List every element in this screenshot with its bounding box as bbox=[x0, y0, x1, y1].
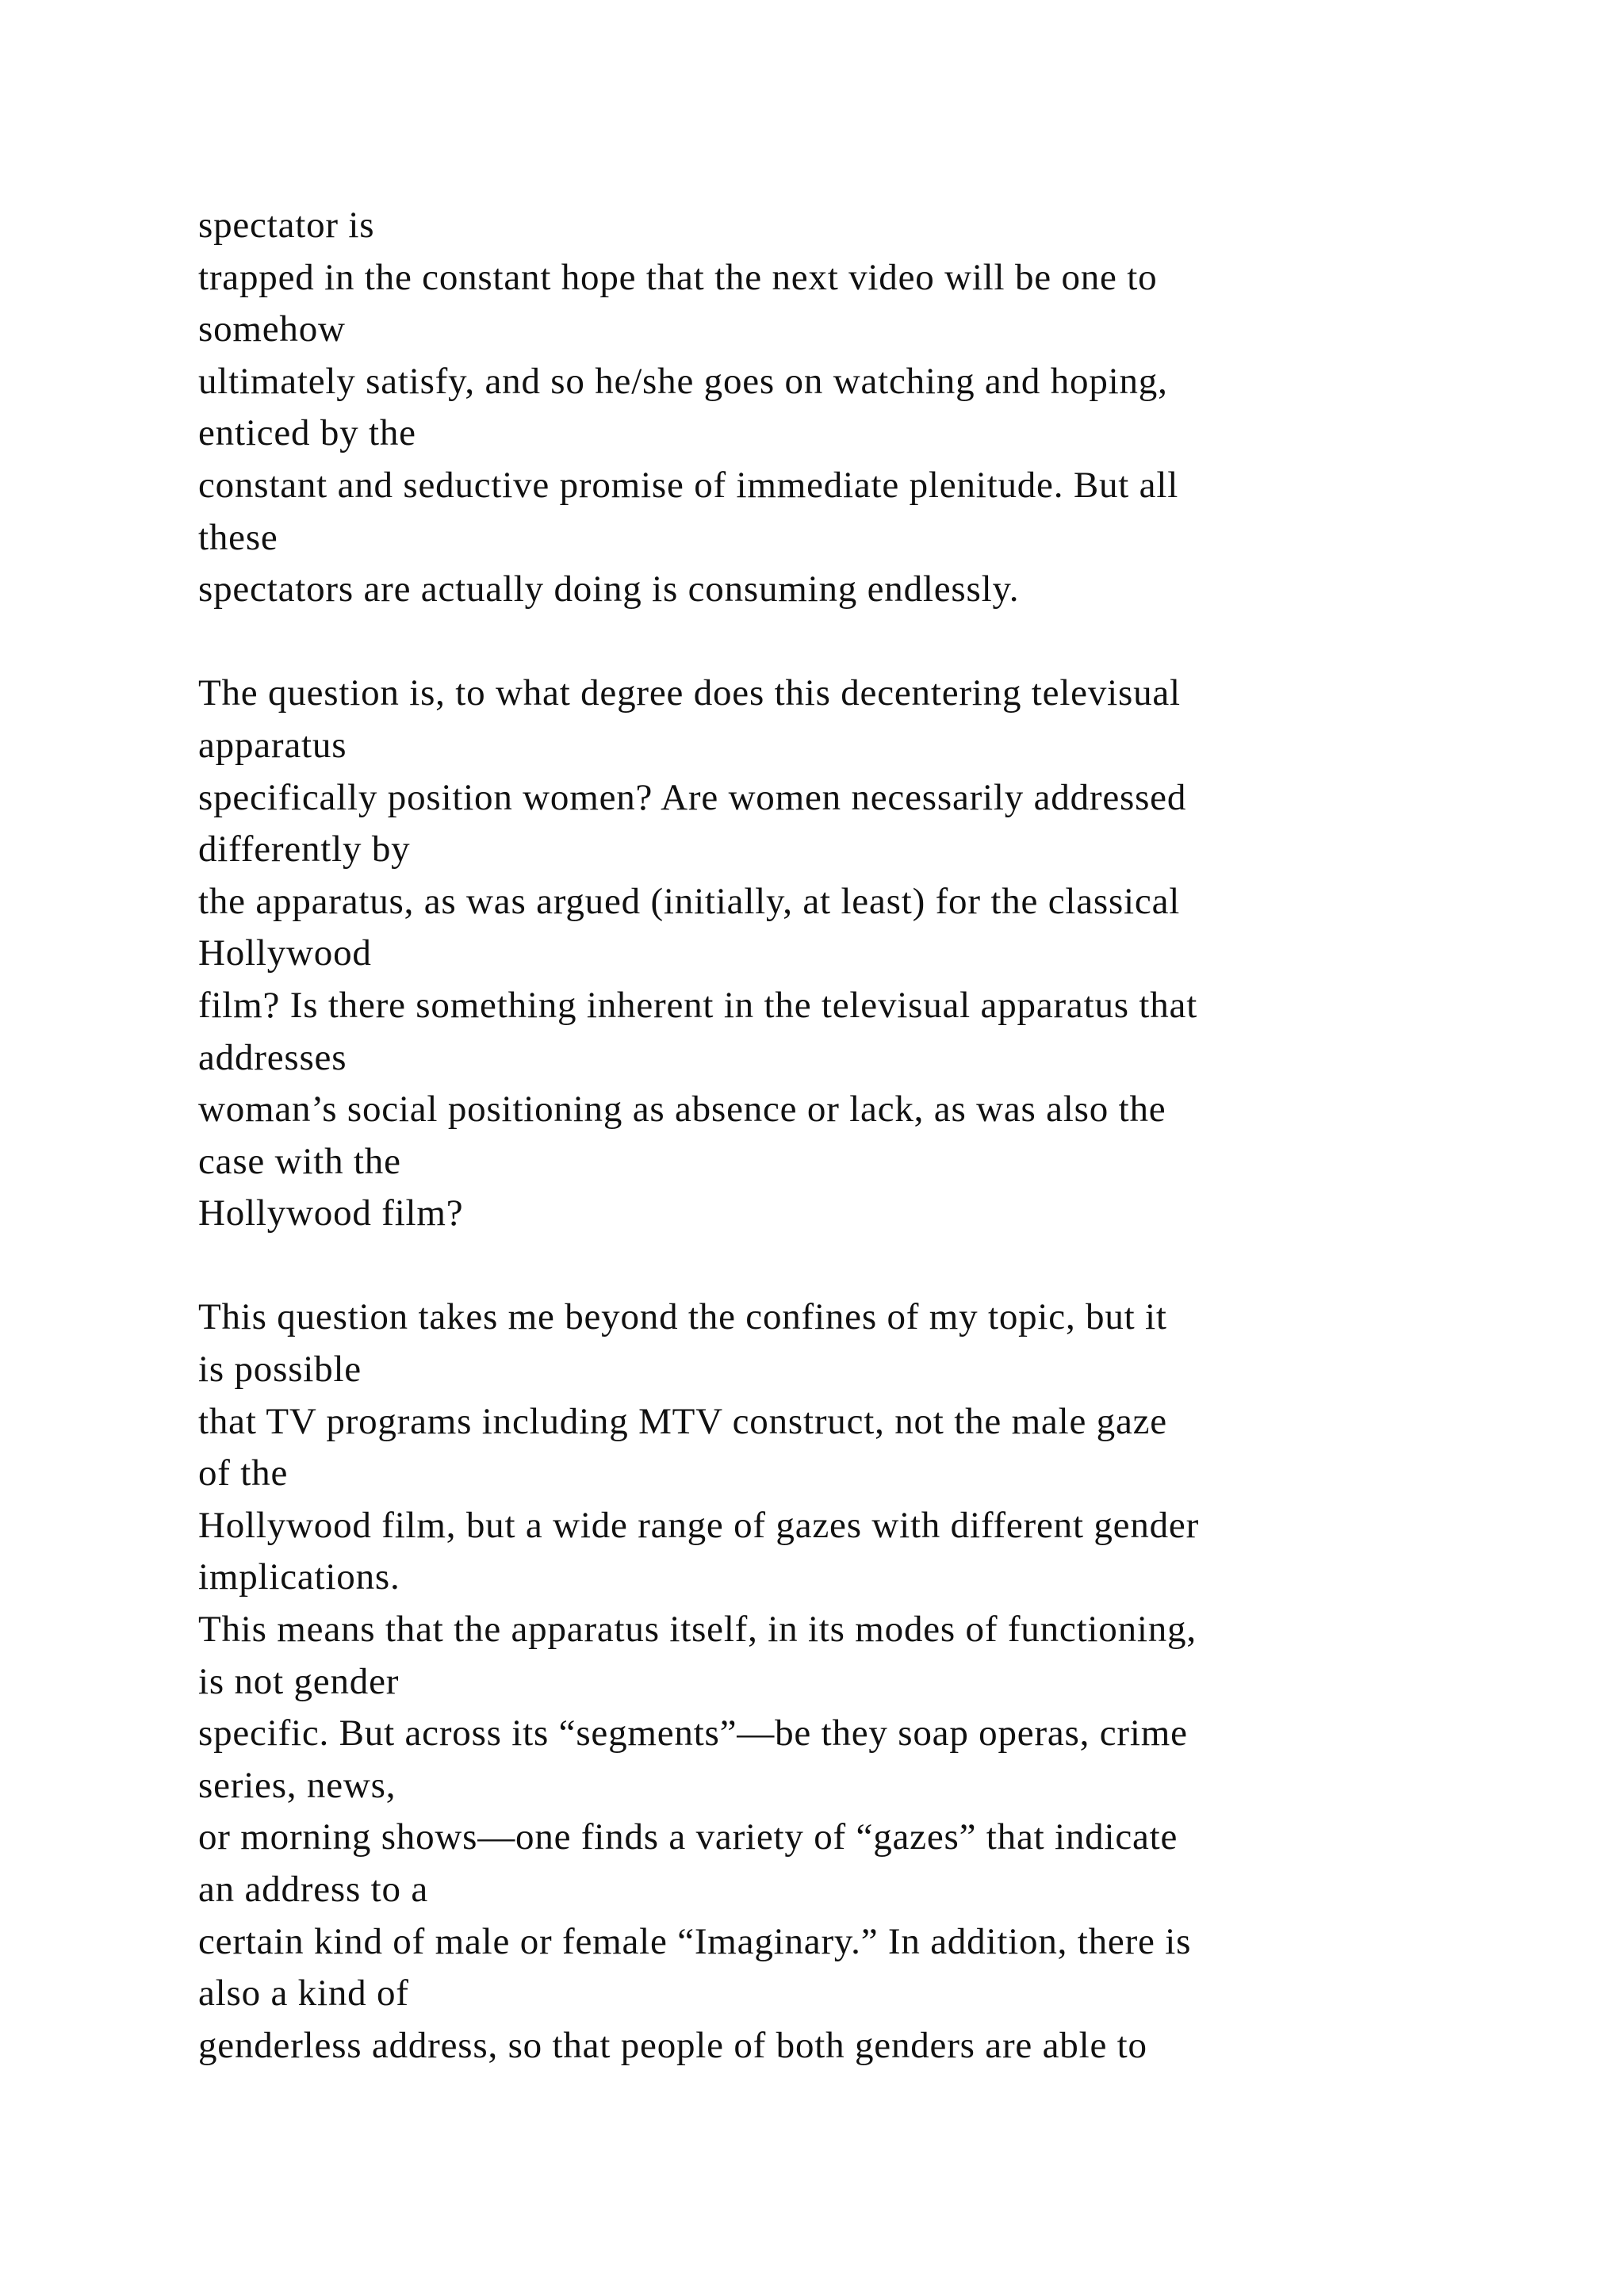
paragraph-gap bbox=[198, 1240, 1499, 1292]
text-line: spectators are actually doing is consuming endlessly. bbox=[198, 568, 1020, 610]
text-line: Hollywood bbox=[198, 932, 372, 974]
document-body bbox=[198, 200, 1499, 2072]
text-line: This means that the apparatus itself, in its modes of functioning, bbox=[198, 1609, 1197, 1651]
text-line: an address to a bbox=[198, 1869, 428, 1910]
text-line: specifically position women? Are women necessarily addressed bbox=[198, 776, 1187, 818]
text-line: that TV programs including MTV construct, not the male gaze bbox=[198, 1400, 1167, 1442]
paragraph bbox=[198, 200, 1499, 616]
text-line: also a kind of bbox=[198, 1973, 409, 2015]
text-line: somehow bbox=[198, 308, 346, 350]
paragraph bbox=[198, 1292, 1499, 2072]
text-line: Hollywood film? bbox=[198, 1192, 464, 1234]
text-line: ultimately satisfy, and so he/she goes on watching and hoping, bbox=[198, 360, 1168, 402]
text-line: film? Is there something inherent in the televisual apparatus that bbox=[198, 984, 1198, 1026]
text-line: of the bbox=[198, 1452, 289, 1494]
text-line: series, news, bbox=[198, 1764, 396, 1806]
text-line: enticed by the bbox=[198, 412, 416, 454]
paragraph bbox=[198, 668, 1499, 1240]
text-line: woman’s social positioning as absence or lack, as was also the bbox=[198, 1089, 1166, 1131]
text-line: case with the bbox=[198, 1140, 401, 1182]
paragraph-gap bbox=[198, 616, 1499, 668]
text-line: apparatus bbox=[198, 724, 347, 766]
text-line: addresses bbox=[198, 1036, 347, 1078]
text-line: constant and seductive promise of immediate plenitude. But all bbox=[198, 464, 1179, 506]
text-line: certain kind of male or female “Imaginary.” In addition, there is bbox=[198, 1920, 1192, 1962]
text-line: The question is, to what degree does this decentering televisual bbox=[198, 672, 1181, 714]
text-line: specific. But across its “segments”—be they soap operas, crime bbox=[198, 1712, 1188, 1755]
text-line: spectator is bbox=[198, 205, 375, 246]
text-line: differently by bbox=[198, 828, 411, 871]
text-line: trapped in the constant hope that the next video will be one to bbox=[198, 256, 1158, 298]
text-line: or morning shows—one finds a variety of “gazes” that indicate bbox=[198, 1816, 1178, 1858]
text-line: This question takes me beyond the confines of my topic, but it bbox=[198, 1296, 1167, 1338]
text-line: genderless address, so that people of both genders are able to bbox=[198, 2024, 1147, 2066]
text-line: implications. bbox=[198, 1556, 400, 1598]
text-line: is not gender bbox=[198, 1660, 400, 1702]
text-line: is possible bbox=[198, 1349, 362, 1391]
text-line: Hollywood film, but a wide range of gazes with different gender bbox=[198, 1504, 1200, 1546]
text-line: these bbox=[198, 516, 278, 558]
text-line: the apparatus, as was argued (initially, at least) for the classical bbox=[198, 880, 1181, 922]
